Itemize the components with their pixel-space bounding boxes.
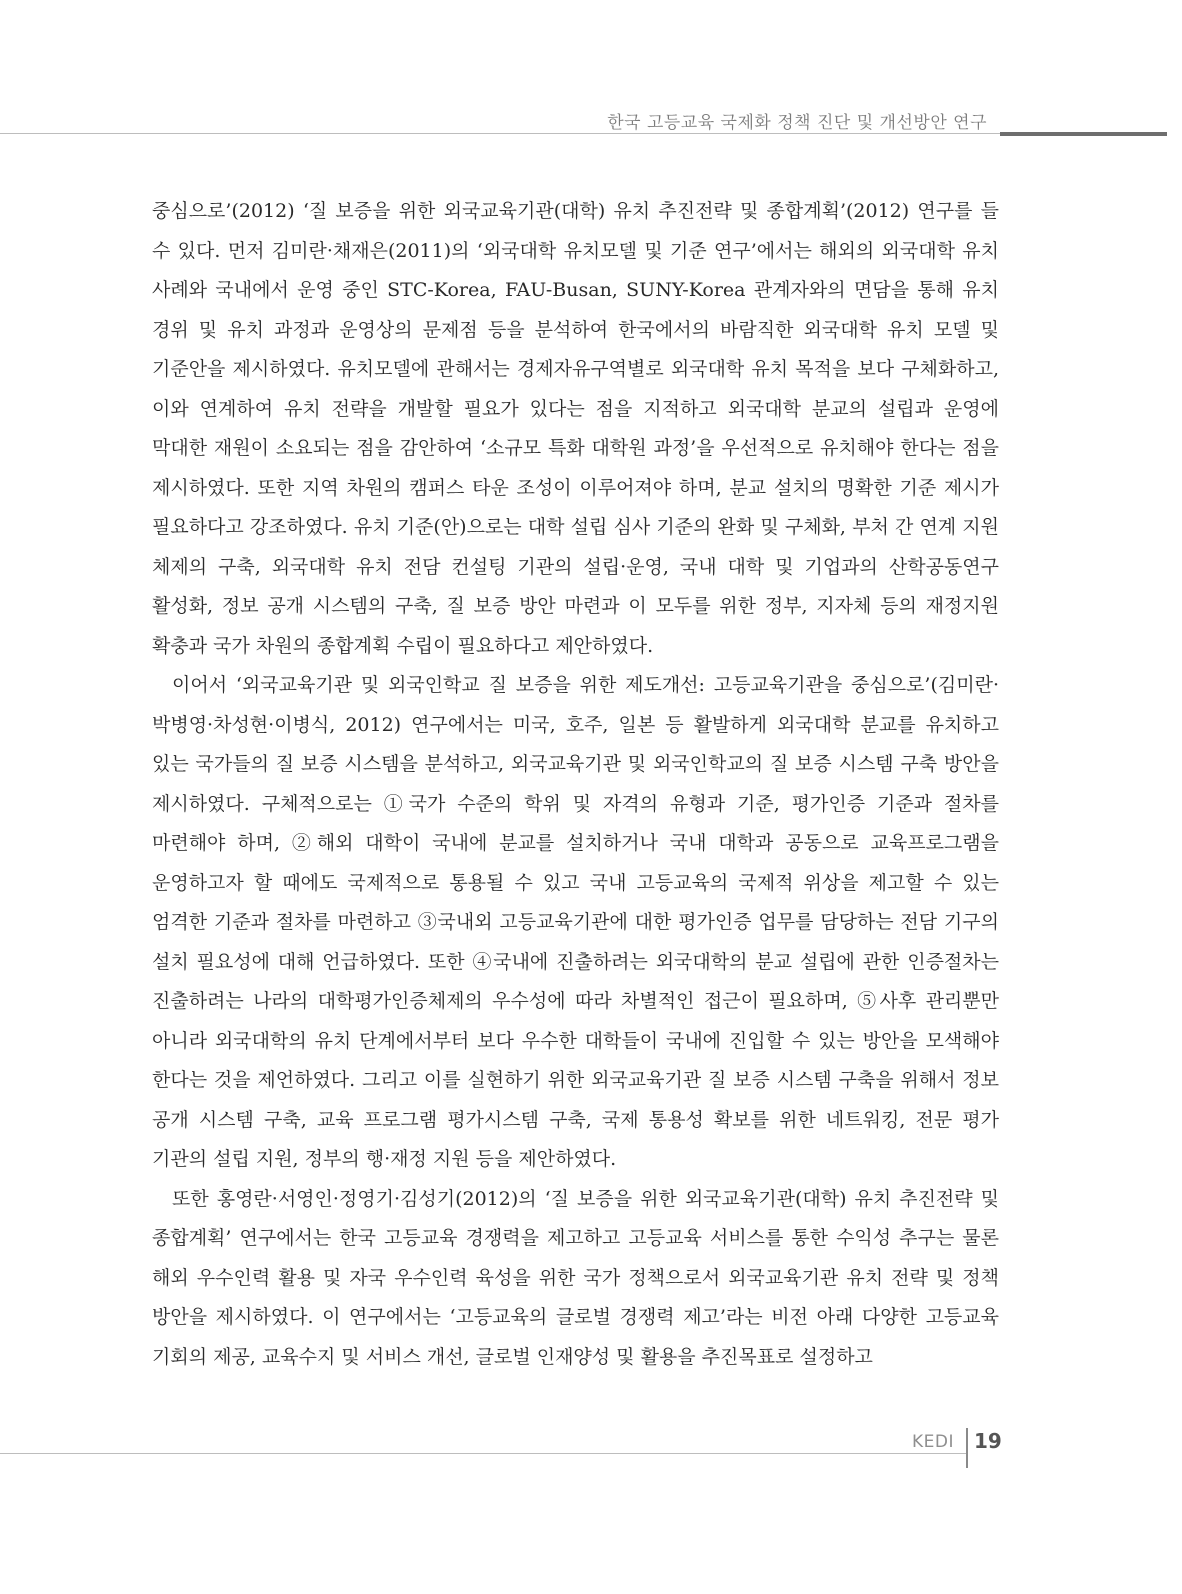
- footer-divider: [0, 1453, 966, 1454]
- header-accent-bar: [1000, 132, 1167, 136]
- running-header-title: 한국 고등교육 국제화 정책 진단 및 개선방안 연구: [607, 113, 987, 133]
- paragraph-3: 또한 홍영란·서영인·정영기·김성기(2012)의 ‘질 보증을 위한 외국교육기관(대학) 유치 추진전략 및 종합계획’ 연구에서는 한국 고등교육 경쟁력을 제고하고 고등교육 서비스를 통한 수익성 추구는 물론 해외 우수인력 활용 및 자국 우수인력 육성을 위한 국가 정책으로서 외국교육기관 유치 전략 및 정책 방안을 제시하였다. 이 연구에서는 ‘고등교육의 글로벌 경쟁력 제고’라는 비전 아래 다양한 고등교육 기회의 제공, 교육수지 및 서비스 개선, 글로벌 인재양성 및 활용을 추진목표로 설정하고: [152, 1187, 999, 1368]
- paragraph-2: 이어서 ‘외국교육기관 및 외국인학교 질 보증을 위한 제도개선: 고등교육기관을 중심으로’(김미란·박병영·차성현·이병식, 2012) 연구에서는 미국, 호주, 일본 등 활발하게 외국대학 분교를 유치하고 있는 국가들의 질 보증 시스템을 분석하고, 외국교육기관 및 외국인학교의 질 보증 시스템 구축 방안을 제시하였다. 구체적으로는 ①국가 수준의 학위 및 자격의 유형과 기준, 평가인증 기준과 절차를 마련해야 하며, ②해외 대학이 국내에 분교를 설치하거나 국내 대학과 공동으로 교육프로그램을 운영하고자 할 때에도 국제적으로 통용될 수 있고 국내 고등교육의 국제적 위상을 제고할 수 있는 엄격한 기준과 절차를 마련하고 ③국내외 고등교육기관에 대한 평가인증 업무를 담당하는 전담 기구의 설치 필요성에 대해 언급하였다. 또한 ④국내에 진출하려는 외국대학의 분교 설립에 관한 인증절차는 진출하려는 나라의 대학평가인증체제의 우수성에 따라 차별적인 접근이 필요하며, ⑤사후 관리뿐만 아니라 외국대학의 유치 단계에서부터 보다 우수한 대학들이 국내에 진입할 수 있는 방안을 모색해야 한다는 것을 제언하였다. 그리고 이를 실현하기 위한 외국교육기관 질 보증 시스템 구축을 위해서 정보 공개 시스템 구축, 교육 프로그램 평가시스템 구축, 국제 통용성 확보를 위한 네트워킹, 전문 평가 기관의 설립 지원, 정부의 행·재정 지원 등을 제안하였다.: [152, 674, 999, 1170]
- footer-brand: KEDI: [912, 1432, 954, 1452]
- footer-separator: [966, 1428, 968, 1468]
- body-text: [152, 192, 999, 1377]
- page-number: 19: [974, 1429, 1002, 1453]
- paragraph-1: 중심으로’(2012) ‘질 보증을 위한 외국교육기관(대학) 유치 추진전략 및 종합계획’(2012) 연구를 들 수 있다. 먼저 김미란·채재은(2011)의 ‘외국대학 유치모델 및 기준 연구’에서는 해외의 외국대학 유치 사례와 국내에서 운영 중인 STC-Korea, FAU-Busan, SUNY-Korea 관계자와의 면담을 통해 유치 경위 및 유치 과정과 운영상의 문제점 등을 분석하여 한국에서의 바람직한 외국대학 유치 모델 및 기준안을 제시하였다. 유치모델에 관해서는 경제자유구역별로 외국대학 유치 목적을 보다 구체화하고, 이와 연계하여 유치 전략을 개발할 필요가 있다는 점을 지적하고 외국대학 분교의 설립과 운영에 막대한 재원이 소요되는 점을 감안하여 ‘소규모 특화 대학원 과정’을 우선적으로 유치해야 한다는 점을 제시하였다. 또한 지역 차원의 캠퍼스 타운 조성이 이루어져야 하며, 분교 설치의 명확한 기준 제시가 필요하다고 강조하였다. 유치 기준(안)으로는 대학 설립 심사 기준의 완화 및 구체화, 부처 간 연계 지원 체제의 구축, 외국대학 유치 전담 컨설팅 기관의 설립·운영, 국내 대학 및 기업과의 산학공동연구 활성화, 정보 공개 시스템의 구축, 질 보증 방안 마련과 이 모두를 위한 정부, 지자체 등의 재정지원 확충과 국가 차원의 종합계획 수립이 필요하다고 제안하였다.: [152, 200, 999, 657]
- header-divider: [0, 133, 1167, 134]
